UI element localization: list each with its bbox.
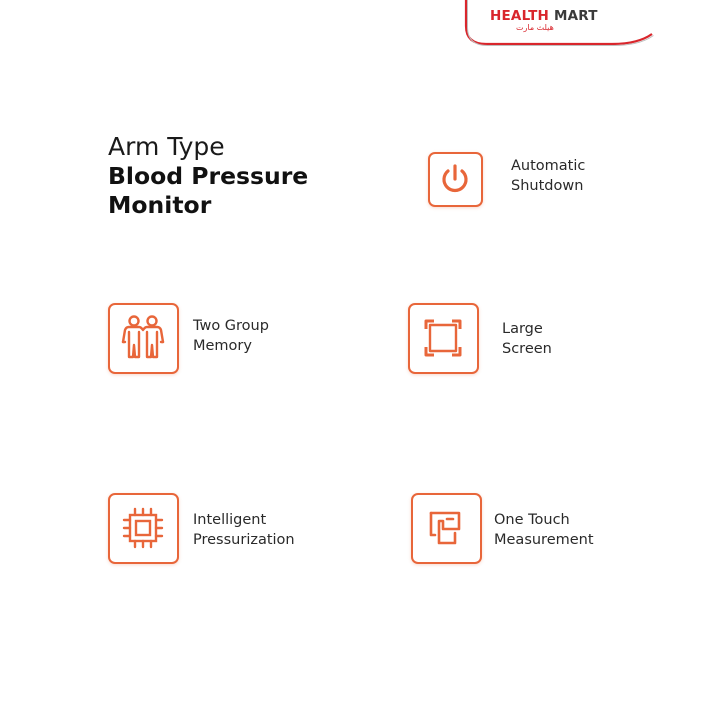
feature-label-automatic-shutdown xyxy=(511,156,585,196)
logo-mart-text: MART xyxy=(549,8,598,24)
title-monitor: Monitor xyxy=(108,191,212,219)
feature-line: Memory xyxy=(193,338,252,354)
health-mart-logo xyxy=(462,0,654,46)
title-arm-type: Arm Type xyxy=(108,132,225,161)
feature-line: Pressurization xyxy=(193,532,295,548)
feature-line: Intelligent xyxy=(193,512,267,528)
feature-line: Shutdown xyxy=(511,178,584,194)
feature-label-two-group-memory xyxy=(193,316,269,356)
feature-line: Screen xyxy=(502,341,552,357)
feature-line: Automatic xyxy=(511,158,586,174)
logo-wordmark xyxy=(490,10,598,24)
two-people-icon xyxy=(108,303,179,374)
feature-line: Two Group xyxy=(193,318,269,334)
feature-label-large-screen xyxy=(502,319,552,359)
expand-screen-icon xyxy=(408,303,479,374)
touch-button-icon xyxy=(411,493,482,564)
power-icon xyxy=(428,152,483,207)
feature-line: One Touch xyxy=(494,512,570,528)
feature-label-one-touch-measurement xyxy=(494,510,594,550)
feature-line: Measurement xyxy=(494,532,594,548)
chip-icon xyxy=(108,493,179,564)
feature-line: Large xyxy=(502,321,543,337)
logo-health-text: HEALTH xyxy=(490,8,550,24)
logo-arabic-text: هيلث مارت xyxy=(516,23,554,32)
feature-label-intelligent-pressurization xyxy=(193,510,295,550)
title-blood-pressure: Blood Pressure xyxy=(108,162,309,190)
